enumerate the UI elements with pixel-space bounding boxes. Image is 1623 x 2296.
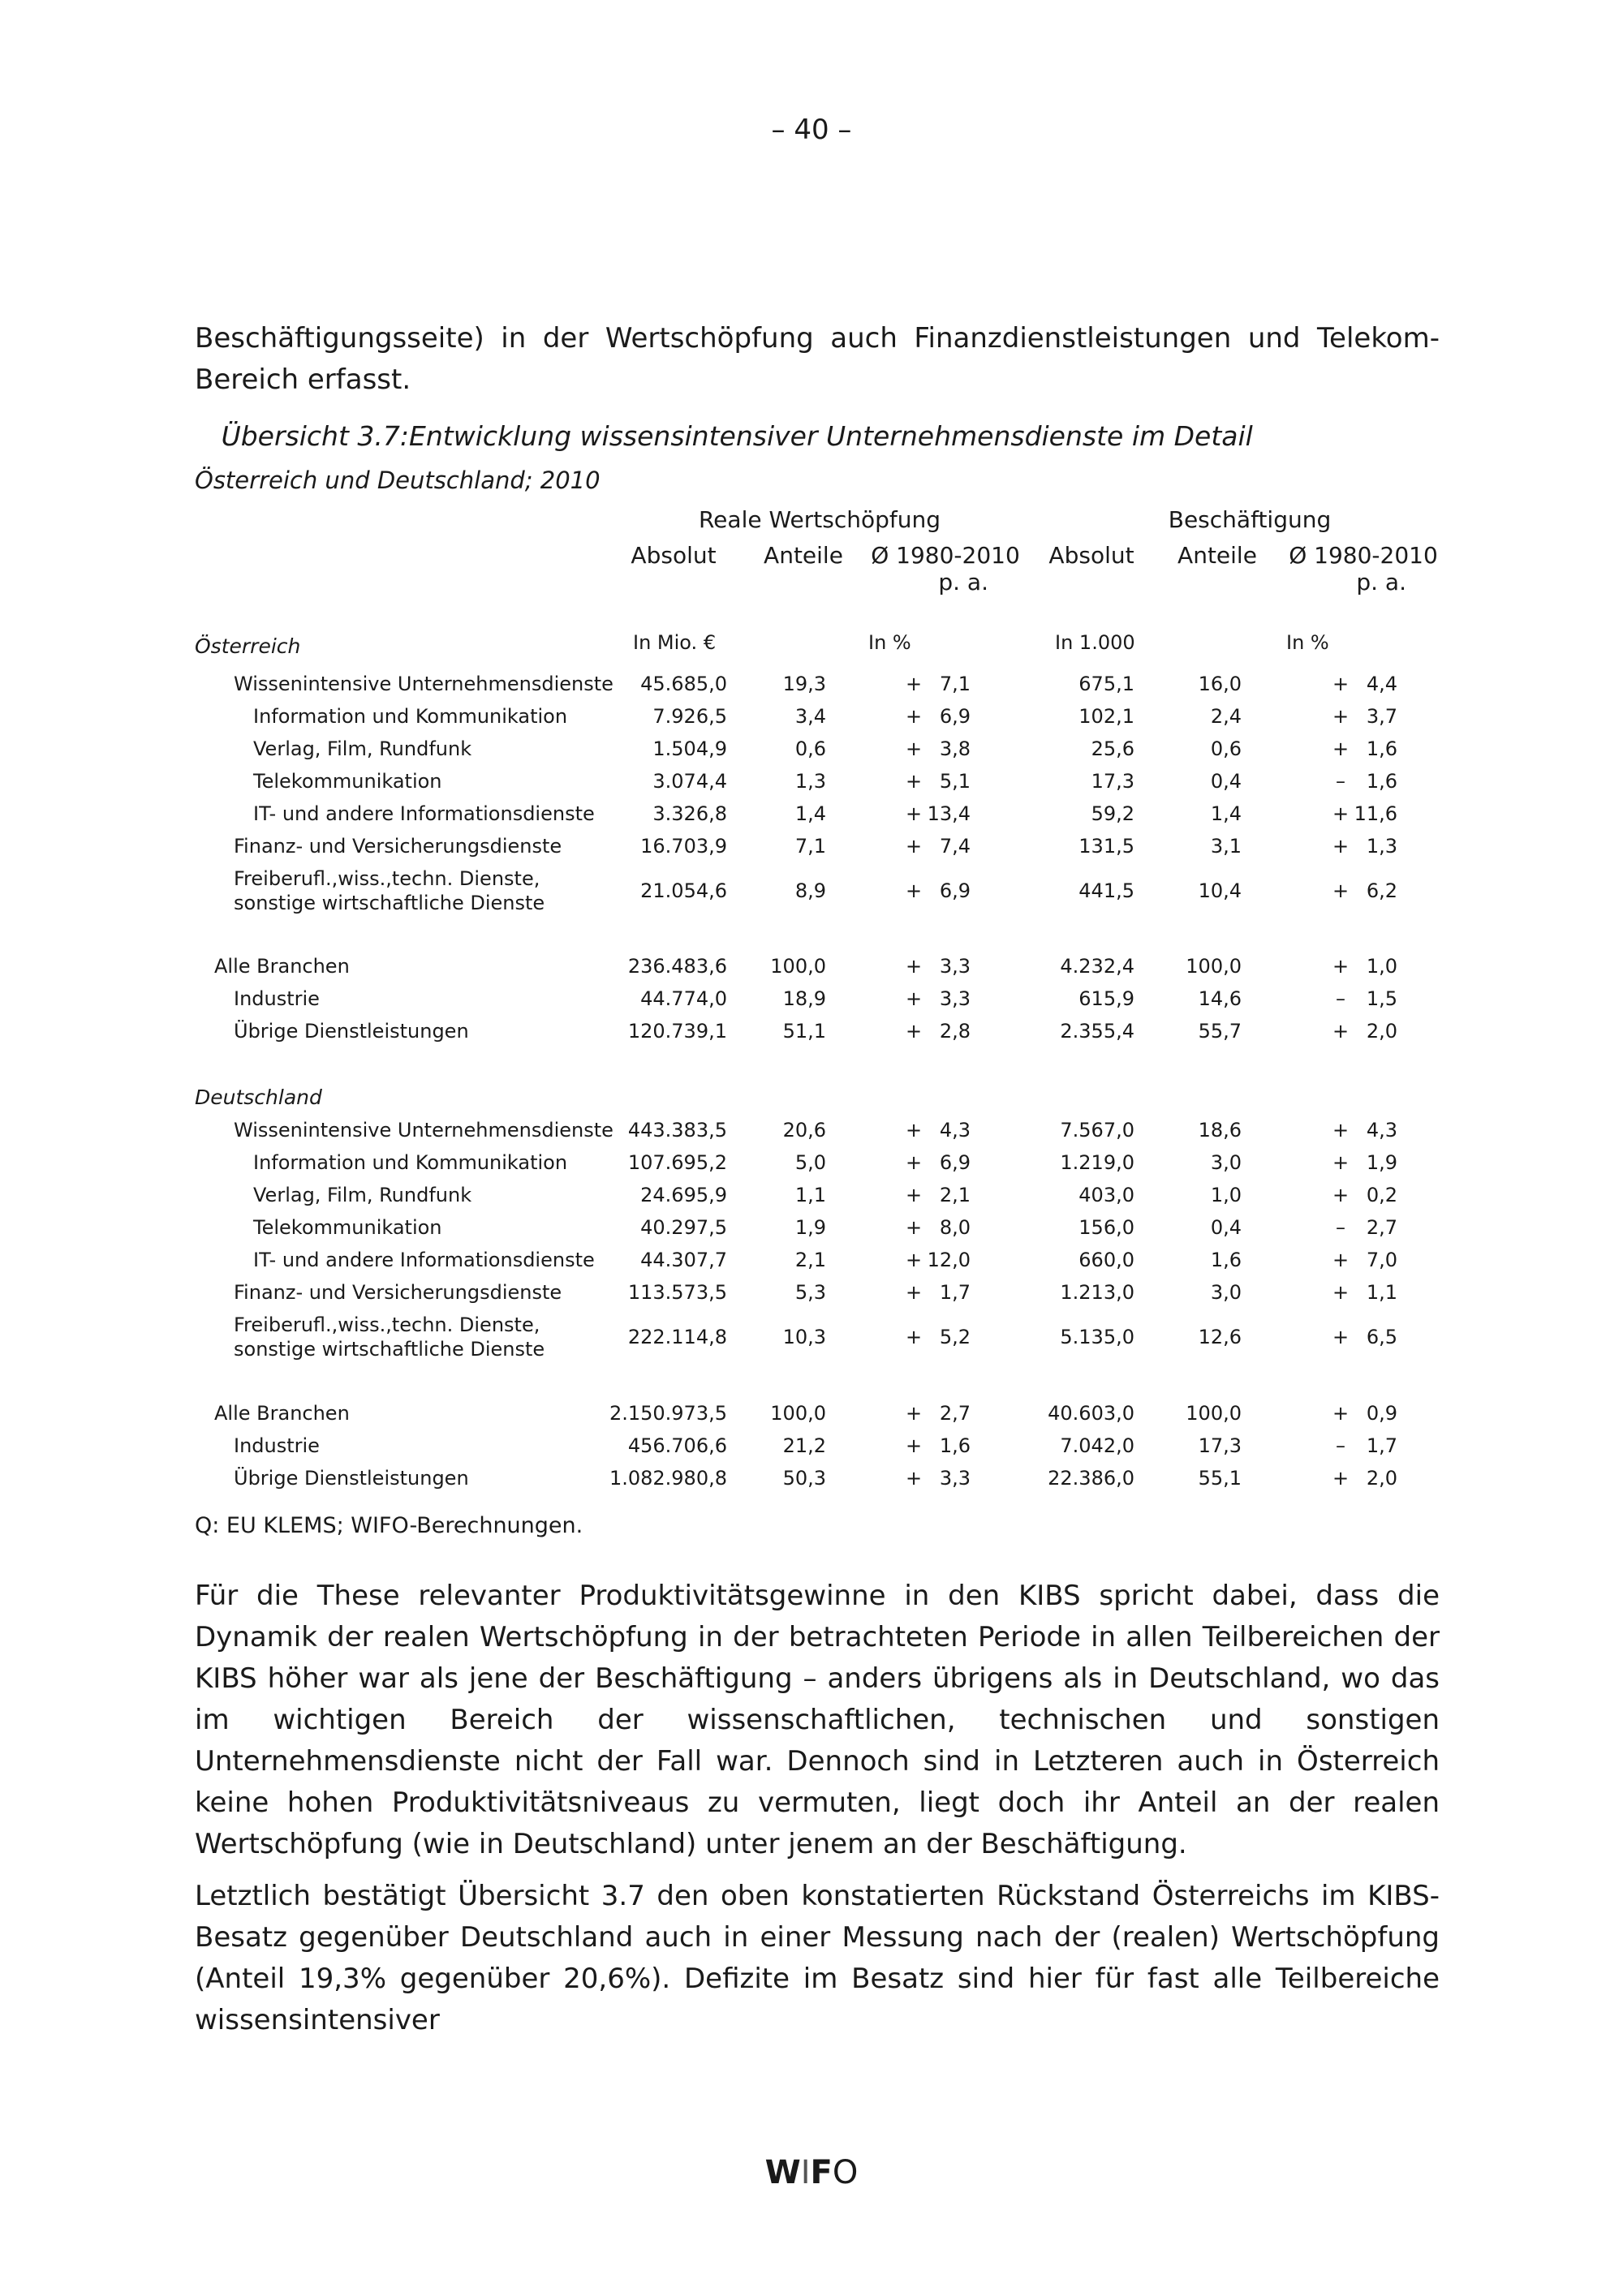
cell-wertschoepfung-anteile: 18,9 xyxy=(782,987,826,1010)
table-row xyxy=(0,982,1623,1015)
cell-beschaeftigung-growth: 2,0 xyxy=(1366,1020,1397,1043)
cell-beschaeftigung-growth-sign: – xyxy=(1336,987,1345,1010)
row-label: Übrige Dienstleistungen xyxy=(234,1467,469,1490)
cell-beschaeftigung-absolut: 7.567,0 xyxy=(1060,1119,1134,1142)
table-caption-title: Entwicklung wissensintensiver Unternehmensdienste im Detail xyxy=(409,420,1253,452)
col-header-growth-2-line2: p. a. xyxy=(1356,569,1406,595)
cell-beschaeftigung-absolut: 5.135,0 xyxy=(1060,1326,1134,1348)
table-row xyxy=(0,1015,1623,1047)
body-paragraph-2: Letztlich bestätigt Übersicht 3.7 den oben konstatierten Rückstand Österreichs im KIBS-Besatz gegenüber Deutschland auch in einer Messung nach der (realen) Wertschöpfung (Anteil 19,3% gegenüber 20,6%). Defizite im Besatz sind hier für fast alle Teilbereiche wissensintensiver xyxy=(195,1880,1440,2036)
cell-wertschoepfung-absolut: 1.504,9 xyxy=(652,737,727,760)
cell-wertschoepfung-absolut: 45.685,0 xyxy=(640,673,727,695)
table-source: Q: EU KLEMS; WIFO-Berechnungen. xyxy=(195,1513,583,1538)
cell-wertschoepfung-growth: 6,9 xyxy=(939,1151,971,1174)
cell-wertschoepfung-growth: 4,3 xyxy=(939,1119,971,1142)
row-label: Finanz- und Versicherungsdienste xyxy=(234,1281,562,1304)
cell-beschaeftigung-absolut: 22.386,0 xyxy=(1048,1467,1134,1490)
cell-wertschoepfung-absolut: 236.483,6 xyxy=(627,955,727,978)
intro-paragraph: Beschäftigungsseite) in der Wertschöpfung auch Finanzdienstleistungen und Telekom-Bereich erfasst. xyxy=(195,322,1440,396)
cell-beschaeftigung-absolut: 17,3 xyxy=(1091,770,1134,793)
unit-percent-1: In % xyxy=(868,631,911,654)
row-label: IT- und andere Informationsdienste xyxy=(253,1249,595,1271)
cell-wertschoepfung-anteile: 8,9 xyxy=(794,879,826,902)
row-label: Information und Kommunikation xyxy=(253,1151,568,1174)
cell-beschaeftigung-anteile: 100,0 xyxy=(1186,1402,1242,1425)
cell-beschaeftigung-absolut: 4.232,4 xyxy=(1060,955,1134,978)
cell-beschaeftigung-growth: 1,9 xyxy=(1366,1151,1397,1174)
cell-beschaeftigung-anteile: 0,4 xyxy=(1210,1216,1242,1239)
cell-beschaeftigung-growth: 1,0 xyxy=(1366,955,1397,978)
cell-wertschoepfung-absolut: 222.114,8 xyxy=(627,1326,727,1348)
cell-wertschoepfung-absolut: 113.573,5 xyxy=(627,1281,727,1304)
row-label: Verlag, Film, Rundfunk xyxy=(253,737,472,760)
cell-wertschoepfung-growth-sign: + xyxy=(905,1467,923,1490)
cell-wertschoepfung-growth: 5,2 xyxy=(939,1326,971,1348)
row-label-line1: Freiberufl.,wiss.,techn. Dienste, xyxy=(234,1314,540,1336)
table-row xyxy=(0,700,1623,733)
cell-wertschoepfung-growth-sign: + xyxy=(905,879,923,902)
cell-wertschoepfung-anteile: 51,1 xyxy=(782,1020,826,1043)
col-header-absolut-2: Absolut xyxy=(1048,542,1134,569)
cell-wertschoepfung-anteile: 1,4 xyxy=(794,802,826,825)
cell-beschaeftigung-growth: 1,7 xyxy=(1366,1434,1397,1457)
cell-wertschoepfung-growth-sign: + xyxy=(905,1151,923,1174)
cell-wertschoepfung-absolut: 16.703,9 xyxy=(640,835,727,858)
cell-beschaeftigung-growth: 0,9 xyxy=(1366,1402,1397,1425)
page-number: – 40 – xyxy=(771,114,852,146)
cell-beschaeftigung-absolut: 102,1 xyxy=(1078,705,1134,728)
cell-beschaeftigung-anteile: 1,0 xyxy=(1210,1184,1242,1206)
cell-wertschoepfung-growth: 5,1 xyxy=(939,770,971,793)
row-label xyxy=(234,1313,545,1361)
table-row xyxy=(0,765,1623,798)
table-row xyxy=(0,830,1623,862)
cell-beschaeftigung-anteile: 55,7 xyxy=(1198,1020,1242,1043)
cell-wertschoepfung-growth-sign: + xyxy=(905,705,923,728)
row-label xyxy=(234,866,545,915)
row-label-line2: sonstige wirtschaftliche Dienste xyxy=(234,1338,545,1361)
cell-beschaeftigung-growth: 6,5 xyxy=(1366,1326,1397,1348)
col-header-growth-2-line1: Ø 1980-2010 xyxy=(1289,542,1438,569)
table-row xyxy=(0,1462,1623,1494)
cell-beschaeftigung-growth: 2,0 xyxy=(1366,1467,1397,1490)
table-row xyxy=(0,1146,1623,1179)
cell-wertschoepfung-growth: 12,0 xyxy=(927,1249,971,1271)
row-label: Industrie xyxy=(234,1434,320,1457)
cell-wertschoepfung-absolut: 24.695,9 xyxy=(640,1184,727,1206)
cell-wertschoepfung-growth: 7,4 xyxy=(939,835,971,858)
section-label-deutschland: Deutschland xyxy=(195,1086,322,1109)
cell-wertschoepfung-anteile: 10,3 xyxy=(782,1326,826,1348)
cell-wertschoepfung-growth: 7,1 xyxy=(939,673,971,695)
cell-beschaeftigung-growth: 11,6 xyxy=(1354,802,1397,825)
cell-beschaeftigung-absolut: 7.042,0 xyxy=(1060,1434,1134,1457)
cell-beschaeftigung-growth: 1,1 xyxy=(1366,1281,1397,1304)
cell-wertschoepfung-anteile: 5,3 xyxy=(794,1281,826,1304)
col-header-anteile-2: Anteile xyxy=(1177,542,1257,569)
cell-beschaeftigung-growth-sign: + xyxy=(1332,802,1350,825)
table-row xyxy=(0,1397,1623,1430)
cell-beschaeftigung-growth-sign: + xyxy=(1332,705,1350,728)
table-row xyxy=(0,668,1623,700)
cell-wertschoepfung-absolut: 44.307,7 xyxy=(640,1249,727,1271)
cell-wertschoepfung-absolut: 21.054,6 xyxy=(640,879,727,902)
cell-wertschoepfung-growth-sign: + xyxy=(905,1326,923,1348)
cell-wertschoepfung-growth-sign: + xyxy=(905,1281,923,1304)
cell-beschaeftigung-growth: 4,3 xyxy=(1366,1119,1397,1142)
cell-beschaeftigung-absolut: 403,0 xyxy=(1078,1184,1134,1206)
cell-beschaeftigung-absolut: 40.603,0 xyxy=(1048,1402,1134,1425)
table-row xyxy=(0,1276,1623,1309)
cell-beschaeftigung-growth-sign: + xyxy=(1332,1281,1350,1304)
cell-beschaeftigung-growth-sign: + xyxy=(1332,955,1350,978)
cell-wertschoepfung-absolut: 443.383,5 xyxy=(627,1119,727,1142)
cell-wertschoepfung-growth: 3,3 xyxy=(939,987,971,1010)
cell-beschaeftigung-anteile: 0,4 xyxy=(1210,770,1242,793)
cell-wertschoepfung-anteile: 1,1 xyxy=(794,1184,826,1206)
row-label: Finanz- und Versicherungsdienste xyxy=(234,835,562,858)
cell-beschaeftigung-growth-sign: + xyxy=(1332,1151,1350,1174)
cell-wertschoepfung-growth-sign: + xyxy=(905,1119,923,1142)
cell-beschaeftigung-absolut: 675,1 xyxy=(1078,673,1134,695)
cell-wertschoepfung-growth: 3,8 xyxy=(939,737,971,760)
cell-wertschoepfung-growth-sign: + xyxy=(905,802,923,825)
wifo-logo: WIFO xyxy=(764,2154,859,2191)
cell-beschaeftigung-anteile: 55,1 xyxy=(1198,1467,1242,1490)
row-label: Information und Kommunikation xyxy=(253,705,568,728)
cell-beschaeftigung-growth-sign: + xyxy=(1332,879,1350,902)
cell-beschaeftigung-growth: 7,0 xyxy=(1366,1249,1397,1271)
cell-wertschoepfung-anteile: 50,3 xyxy=(782,1467,826,1490)
cell-wertschoepfung-growth-sign: + xyxy=(905,1184,923,1206)
cell-wertschoepfung-growth: 6,9 xyxy=(939,705,971,728)
cell-beschaeftigung-anteile: 3,0 xyxy=(1210,1281,1242,1304)
cell-wertschoepfung-absolut: 456.706,6 xyxy=(627,1434,727,1457)
cell-beschaeftigung-absolut: 615,9 xyxy=(1078,987,1134,1010)
cell-beschaeftigung-growth-sign: + xyxy=(1332,1020,1350,1043)
cell-wertschoepfung-absolut: 2.150.973,5 xyxy=(609,1402,727,1425)
table-row xyxy=(0,1313,1623,1361)
cell-beschaeftigung-anteile: 3,0 xyxy=(1210,1151,1242,1174)
table-row xyxy=(0,733,1623,765)
cell-wertschoepfung-growth-sign: + xyxy=(905,737,923,760)
cell-wertschoepfung-anteile: 19,3 xyxy=(782,673,826,695)
cell-wertschoepfung-anteile: 1,9 xyxy=(794,1216,826,1239)
table-row xyxy=(0,1244,1623,1276)
cell-beschaeftigung-growth-sign: + xyxy=(1332,1119,1350,1142)
cell-beschaeftigung-growth: 3,7 xyxy=(1366,705,1397,728)
row-label: Wissenintensive Unternehmensdienste xyxy=(234,673,613,695)
cell-wertschoepfung-growth-sign: + xyxy=(905,987,923,1010)
cell-beschaeftigung-anteile: 1,4 xyxy=(1210,802,1242,825)
unit-percent-2: In % xyxy=(1286,631,1329,654)
table-caption xyxy=(195,420,1253,452)
cell-beschaeftigung-growth-sign: + xyxy=(1332,1326,1350,1348)
cell-beschaeftigung-growth: 1,6 xyxy=(1366,737,1397,760)
cell-beschaeftigung-anteile: 17,3 xyxy=(1198,1434,1242,1457)
cell-beschaeftigung-growth-sign: + xyxy=(1332,1402,1350,1425)
cell-beschaeftigung-absolut: 25,6 xyxy=(1091,737,1134,760)
cell-wertschoepfung-growth-sign: + xyxy=(905,1402,923,1425)
cell-wertschoepfung-growth: 2,1 xyxy=(939,1184,971,1206)
cell-wertschoepfung-absolut: 1.082.980,8 xyxy=(609,1467,727,1490)
col-header-growth-1-line2: p. a. xyxy=(938,569,988,595)
unit-thousand: In 1.000 xyxy=(1055,631,1135,654)
cell-wertschoepfung-anteile: 100,0 xyxy=(770,955,826,978)
table-row xyxy=(0,866,1623,915)
row-label: Telekommunikation xyxy=(253,1216,442,1239)
cell-beschaeftigung-growth: 1,6 xyxy=(1366,770,1397,793)
cell-beschaeftigung-growth-sign: + xyxy=(1332,835,1350,858)
unit-mio-euro: In Mio. € xyxy=(633,631,717,654)
cell-wertschoepfung-anteile: 0,6 xyxy=(794,737,826,760)
cell-beschaeftigung-growth-sign: – xyxy=(1336,1216,1345,1239)
cell-beschaeftigung-growth-sign: + xyxy=(1332,1249,1350,1271)
cell-wertschoepfung-absolut: 107.695,2 xyxy=(627,1151,727,1174)
cell-beschaeftigung-growth-sign: + xyxy=(1332,737,1350,760)
cell-wertschoepfung-anteile: 21,2 xyxy=(782,1434,826,1457)
cell-wertschoepfung-absolut: 3.326,8 xyxy=(652,802,727,825)
cell-wertschoepfung-anteile: 2,1 xyxy=(794,1249,826,1271)
cell-beschaeftigung-anteile: 12,6 xyxy=(1198,1326,1242,1348)
table-row xyxy=(0,1211,1623,1244)
cell-wertschoepfung-growth-sign: + xyxy=(905,1434,923,1457)
cell-wertschoepfung-absolut: 7.926,5 xyxy=(652,705,727,728)
cell-wertschoepfung-growth: 8,0 xyxy=(939,1216,971,1239)
table-row xyxy=(0,798,1623,830)
cell-beschaeftigung-anteile: 10,4 xyxy=(1198,879,1242,902)
row-label: Industrie xyxy=(234,987,320,1010)
cell-beschaeftigung-anteile: 18,6 xyxy=(1198,1119,1242,1142)
cell-wertschoepfung-anteile: 5,0 xyxy=(794,1151,826,1174)
cell-beschaeftigung-absolut: 660,0 xyxy=(1078,1249,1134,1271)
cell-wertschoepfung-growth-sign: + xyxy=(905,770,923,793)
cell-wertschoepfung-growth: 2,8 xyxy=(939,1020,971,1043)
cell-beschaeftigung-absolut: 156,0 xyxy=(1078,1216,1134,1239)
row-label: Wissenintensive Unternehmensdienste xyxy=(234,1119,613,1142)
cell-wertschoepfung-growth: 13,4 xyxy=(927,802,971,825)
group-header-beschaeftigung: Beschäftigung xyxy=(1168,506,1332,533)
col-header-growth-1 xyxy=(868,542,1022,595)
cell-beschaeftigung-anteile: 2,4 xyxy=(1210,705,1242,728)
cell-beschaeftigung-absolut: 2.355,4 xyxy=(1060,1020,1134,1043)
cell-wertschoepfung-anteile: 3,4 xyxy=(794,705,826,728)
cell-wertschoepfung-growth-sign: + xyxy=(905,835,923,858)
cell-beschaeftigung-absolut: 1.219,0 xyxy=(1060,1151,1134,1174)
row-label: Übrige Dienstleistungen xyxy=(234,1020,469,1043)
row-label: Verlag, Film, Rundfunk xyxy=(253,1184,472,1206)
cell-wertschoepfung-anteile: 1,3 xyxy=(794,770,826,793)
cell-wertschoepfung-growth: 3,3 xyxy=(939,955,971,978)
cell-beschaeftigung-growth: 4,4 xyxy=(1366,673,1397,695)
cell-beschaeftigung-anteile: 0,6 xyxy=(1210,737,1242,760)
cell-wertschoepfung-absolut: 3.074,4 xyxy=(652,770,727,793)
cell-beschaeftigung-anteile: 100,0 xyxy=(1186,955,1242,978)
row-label-line1: Freiberufl.,wiss.,techn. Dienste, xyxy=(234,867,540,890)
cell-wertschoepfung-growth: 6,9 xyxy=(939,879,971,902)
table-row xyxy=(0,1179,1623,1211)
cell-beschaeftigung-growth: 6,2 xyxy=(1366,879,1397,902)
col-header-absolut-1: Absolut xyxy=(631,542,717,569)
group-header-wertschoepfung: Reale Wertschöpfung xyxy=(698,506,941,533)
cell-beschaeftigung-anteile: 1,6 xyxy=(1210,1249,1242,1271)
cell-beschaeftigung-growth-sign: – xyxy=(1336,770,1345,793)
cell-wertschoepfung-absolut: 44.774,0 xyxy=(640,987,727,1010)
cell-beschaeftigung-growth: 0,2 xyxy=(1366,1184,1397,1206)
table-subcaption: Österreich und Deutschland; 2010 xyxy=(195,467,601,494)
cell-wertschoepfung-anteile: 7,1 xyxy=(794,835,826,858)
cell-wertschoepfung-growth-sign: + xyxy=(905,1216,923,1239)
cell-wertschoepfung-growth-sign: + xyxy=(905,1020,923,1043)
cell-wertschoepfung-anteile: 20,6 xyxy=(782,1119,826,1142)
cell-wertschoepfung-growth: 2,7 xyxy=(939,1402,971,1425)
cell-beschaeftigung-growth: 2,7 xyxy=(1366,1216,1397,1239)
cell-wertschoepfung-growth: 3,3 xyxy=(939,1467,971,1490)
row-label: IT- und andere Informationsdienste xyxy=(253,802,595,825)
table-row xyxy=(0,950,1623,982)
table-caption-number: Übersicht 3.7: xyxy=(221,420,409,452)
row-label: Telekommunikation xyxy=(253,770,442,793)
cell-wertschoepfung-absolut: 40.297,5 xyxy=(640,1216,727,1239)
col-header-growth-1-line1: Ø 1980-2010 xyxy=(871,542,1020,569)
cell-beschaeftigung-growth: 1,3 xyxy=(1366,835,1397,858)
cell-beschaeftigung-anteile: 3,1 xyxy=(1210,835,1242,858)
table-row xyxy=(0,1114,1623,1146)
cell-wertschoepfung-growth: 1,7 xyxy=(939,1281,971,1304)
col-header-growth-2 xyxy=(1286,542,1440,595)
cell-beschaeftigung-anteile: 16,0 xyxy=(1198,673,1242,695)
cell-wertschoepfung-growth: 1,6 xyxy=(939,1434,971,1457)
cell-beschaeftigung-absolut: 1.213,0 xyxy=(1060,1281,1134,1304)
cell-wertschoepfung-growth-sign: + xyxy=(905,955,923,978)
cell-beschaeftigung-growth-sign: + xyxy=(1332,1184,1350,1206)
row-label-line2: sonstige wirtschaftliche Dienste xyxy=(234,892,545,914)
cell-wertschoepfung-anteile: 100,0 xyxy=(770,1402,826,1425)
section-label-oesterreich: Österreich xyxy=(195,634,301,658)
cell-wertschoepfung-absolut: 120.739,1 xyxy=(627,1020,727,1043)
cell-beschaeftigung-growth-sign: + xyxy=(1332,1467,1350,1490)
row-label: Alle Branchen xyxy=(214,1402,350,1425)
body-paragraph-1: Für die These relevanter Produktivitätsgewinne in den KIBS spricht dabei, dass die Dynamik der realen Wertschöpfung in der betrachteten Periode in allen Teilbereichen der KIBS höher war als jene der Beschäftigung – anders übrigens als in Deutschland, wo das im wichtigen Bereich der wissenschaftlichen, technischen und sonstigen Unternehmensdienste nicht der Fall war. Dennoch sind in Letzteren auch in Österreich keine hohen Produktivitätsniveaus zu vermuten, liegt doch ihr Anteil an der realen Wertschöpfung (wie in Deutschland) unter jenem an der Beschäftigung. xyxy=(195,1580,1440,1860)
cell-wertschoepfung-growth-sign: + xyxy=(905,673,923,695)
cell-beschaeftigung-absolut: 131,5 xyxy=(1078,835,1134,858)
cell-beschaeftigung-growth-sign: + xyxy=(1332,673,1350,695)
cell-beschaeftigung-absolut: 59,2 xyxy=(1091,802,1134,825)
row-label: Alle Branchen xyxy=(214,955,350,978)
col-header-anteile-1: Anteile xyxy=(764,542,843,569)
cell-beschaeftigung-absolut: 441,5 xyxy=(1078,879,1134,902)
cell-beschaeftigung-growth: 1,5 xyxy=(1366,987,1397,1010)
cell-beschaeftigung-growth-sign: – xyxy=(1336,1434,1345,1457)
cell-beschaeftigung-anteile: 14,6 xyxy=(1198,987,1242,1010)
table-row xyxy=(0,1430,1623,1462)
cell-wertschoepfung-growth-sign: + xyxy=(905,1249,923,1271)
